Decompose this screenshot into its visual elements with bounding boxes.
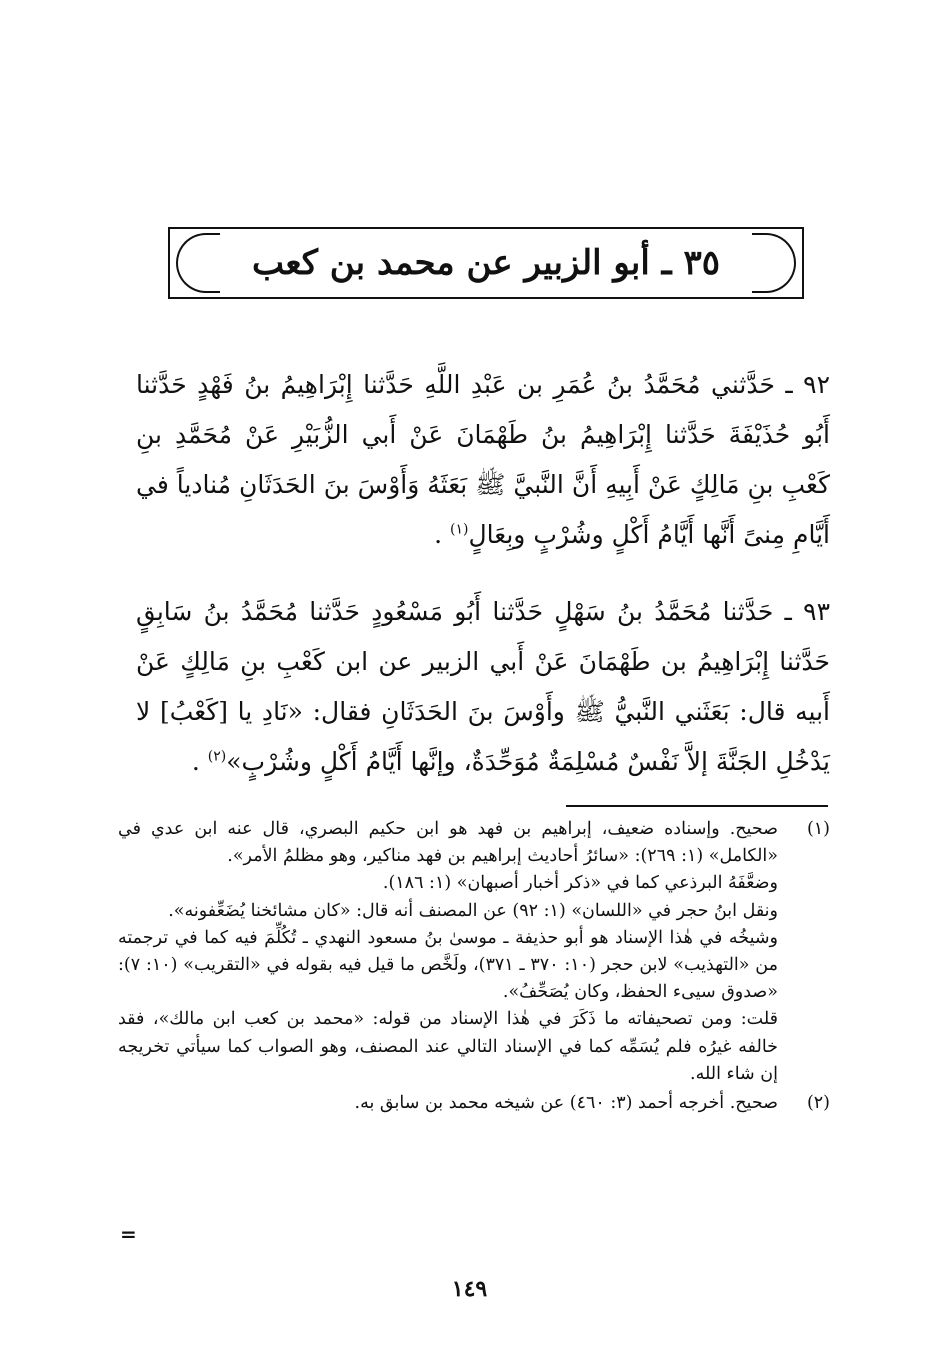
footnote-body — [118, 1090, 778, 1117]
footnote-reference[interactable]: (٢) — [207, 748, 227, 765]
hadith-text: ٩٣ ـ حَدَّثنا مُحَمَّدُ بنُ سَهْلٍ حَدَّثنا أَبُو مَسْعُودٍ حَدَّثنا مُحَمَّدُ بنُ سَابِقٍ حَدَّثنا إِبْرَاهِيمُ بن طَهْمَانَ عَنْ أَبي الزبير عن ابن كَعْبِ بنِ مَالِكٍ عَنْ أَبيه قال: بَعَثَني النَّبيُّ ﷺ وأَوْسَ بنَ الحَدَثَانِ فقال: «نَادِ يا [كَعْبُ] لا يَدْخُلِ الجَنَّةَ إلاَّ نَفْسٌ مُسْلِمَةٌ مُوَحِّدَةٌ، وإنَّها أَيَّامُ أَكْلٍ وشُرْبٍ» — [136, 597, 830, 776]
footnote-paragraph: ونقل ابنُ حجر في «اللسان» (١: ٩٢) عن المصنف أنه قال: «كان مشائخنا يُضَعِّفونه». — [168, 900, 778, 921]
footnote-paragraph: صحيح. وإسناده ضعيف، إبراهيم بن فهد هو ابن حكيم البصري، قال عنه ابن عدي في «الكامل» (١: ٢٦٩): «سائرُ أحاديث إبراهيم بن فهد مناكير، وهو مظلمُ الأمر». — [118, 819, 778, 867]
hadith-text: ٩٢ ـ حَدَّثني مُحَمَّدُ بنُ عُمَرِ بن عَبْدِ اللَّهِ حَدَّثنا إِبْرَاهِيمُ بنُ فَهْدٍ حَدَّثنا أَبُو حُذَيْفَةَ حَدَّثنا إِبْرَاهِيمُ بنُ طَهْمَانَ عَنْ أَبي الزُّبَيْرِ عَنْ مُحَمَّدِ بنِ كَعْبِ بنِ مَالِكٍ عَنْ أَبِيهِ أَنَّ النَّبيَّ ﷺ بَعَثَهُ وَأَوْسَ بنَ الحَدَثَانِ مُنادياً في أَيَّامِ مِنىً أَنَّها أَيَّامُ أَكْلٍ وشُرْبٍ وبِعَالٍ — [136, 370, 830, 549]
footnote — [118, 1090, 830, 1117]
hadith-end-mark: . — [191, 747, 208, 776]
chapter-title-frame — [168, 227, 804, 299]
footnote-number: (١) — [806, 819, 830, 839]
hadith-paragraph — [136, 360, 830, 560]
footnotes-section — [118, 816, 830, 1117]
page-number: ١٤٩ — [451, 1276, 488, 1302]
footnote-paragraph: وشيخُه في هٰذا الإسناد هو أبو حذيفة ـ موسىٰ بنُ مسعود النهدي ـ تُكُلِّمَ فيه كما في ترجمته من «التهذيب» لابن حجر (١٠: ٣٧٠ ـ ٣٧١)، ولَخَّص ما قيل فيه بقوله في «التقريب» (١٠: ٧): «صدوق سيىء الحفظ، وكان يُصَحِّفُ». — [118, 927, 778, 1003]
footnote-separator — [566, 805, 828, 807]
hadith-end-mark: . — [434, 520, 451, 549]
footnote-paragraph: قلت: ومن تصحيفاته ما ذَكَرَ في هٰذا الإسناد من قوله: «محمد بن كعب ابن مالك»، فقد خالفه غيرُه فلم يُسَمِّه كما في الإسناد التالي عند المصنف، وهو الصواب كما سيأتي تخريجه إن شاء الله. — [118, 1009, 778, 1084]
footnote-reference[interactable]: (١) — [450, 521, 469, 538]
continuation-mark: = — [120, 1222, 137, 1246]
footnote-paragraph: وضعَّفَهُ البرذعي كما في «ذكر أخبار أصبهان» (١: ١٨٦). — [382, 873, 778, 894]
footnote-body — [118, 816, 778, 1088]
footnote — [118, 816, 830, 1088]
footnote-number: (٢) — [806, 1093, 830, 1114]
hadith-paragraph — [136, 587, 830, 787]
chapter-title: ٣٥ ـ أبو الزبير عن محمد بن كعب — [251, 243, 721, 283]
footnote-paragraph: صحيح. أخرجه أحمد (٣: ٤٦٠) عن شيخه محمد بن سابق به. — [354, 1093, 778, 1114]
